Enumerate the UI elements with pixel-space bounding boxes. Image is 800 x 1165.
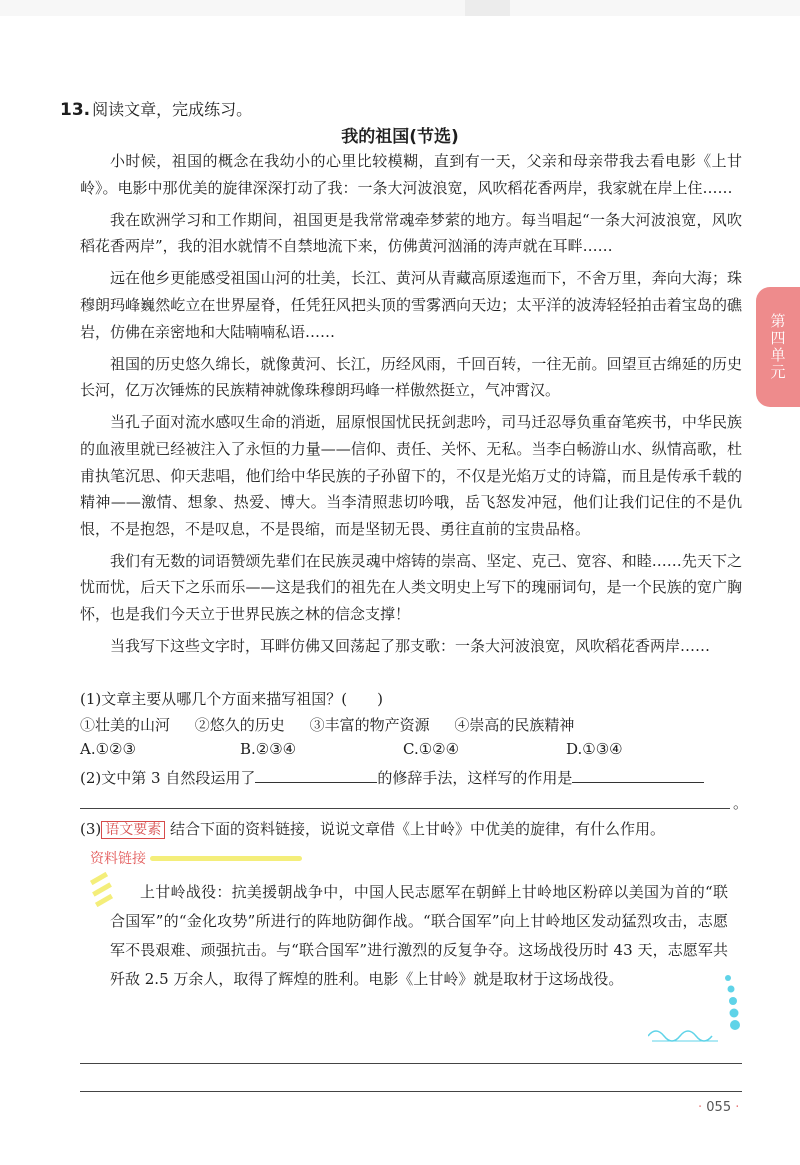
article-paragraph-6: 我们有无数的词语赞颂先辈们在民族灵魂中熔铸的崇高、坚定、克己、宽容、和睦……先天下之忧而忧，后天下之乐而乐——这是我们的祖先在人类文明史上写下的瑰丽词句，是一个民族的宽广胸怀，也是我们今天立于世界民族之林的信念支撑！ [80,551,742,623]
page-dot-icon: · [698,1100,703,1115]
article-paragraph-1: 小时候，祖国的概念在我幼小的心里比较模糊，直到有一天，父亲和母亲带我去看电影《上甘岭》。电影中那优美的旋律深深打动了我：一条大河波浪宽，风吹稻花香两岸，我家就在岸上住…… [80,152,742,197]
decor-dots-icon [718,972,748,1032]
article-paragraph-4: 祖国的历史悠久绵长，就像黄河、长江，历经风雨，千回百转，一往无前。回望亘古绵延的历史长河，亿万次锤炼的民族精神就像珠穆朗玛峰一样傲然挺立，气冲霄汉。 [80,354,742,400]
q2-answer-blank-2[interactable] [572,766,704,783]
unit-side-tab [756,287,800,407]
article-title: 我的祖国(节选) [341,127,459,147]
q1-option-1: ①壮美的山河 [80,716,171,734]
q1-choice-c[interactable]: C.①②④ [403,740,460,758]
q1-prompt: (1)文章主要从哪几个方面来描写祖国？( ) [80,690,383,708]
q1-choice-d[interactable]: D.①③④ [566,740,623,758]
q3-prefix: (3) [80,820,102,838]
unit-side-tab-label: 第四单元 [768,313,787,381]
page-number [698,1100,739,1115]
q2-text-part1: (2)文中第 3 自然段运用了 [80,769,256,787]
top-margin-bar [0,0,800,16]
q3-badge: 语文要素 [101,821,165,839]
q1-options [80,714,594,735]
q3-prompt [80,818,665,839]
article-body [80,148,742,665]
article-paragraph-5: 当孔子面对流水感叹生命的消逝，屈原恨国忧民抚剑悲吟，司马迁忍辱负重奋笔疾书，中华民族的血液里就已经被注入了永恒的力量——信仰、责任、关怀、无私。当李白畅游山水、纵情高歌，杜甫执笔沉思、仰天悲唱，他们给中华民族的子孙留下的，不仅是光焰万丈的诗篇，而且是传承千载的精神——激情、想象、热爱、博大。当李清照悲切吟哦，岳飞怒发冲冠，他们让我们记住的不是仇恨，不是抱怨，不是叹息，不是畏缩，而是坚韧无畏、勇往直前的宝贵品格。 [80,413,742,538]
q2-answer-blank-1[interactable] [255,766,377,783]
article-paragraph-2: 我在欧洲学习和工作期间，祖国更是我常常魂牵梦萦的地方。每当唱起“一条大河波浪宽，风吹稻花香两岸”，我的泪水就情不自禁地流下来，仿佛黄河汹涌的涛声就在耳畔…… [80,210,742,256]
page-number-text: 055 [706,1100,732,1115]
q1-option-4: ④崇高的民族精神 [454,716,575,734]
decor-wave-icon [648,1024,728,1044]
info-highlight-bar [150,856,302,861]
question-number: 13. [60,100,91,120]
q3-text: 结合下面的资料链接，说说文章借《上甘岭》中优美的旋律，有什么作用。 [170,820,666,838]
q2-text-part2: 的修辞手法，这样写的作用是 [377,769,573,787]
q3-answer-line-2[interactable] [80,1091,742,1092]
page-dot-icon: · [735,1100,740,1115]
question-header [60,97,252,120]
q1-option-3: ③丰富的物产资源 [309,716,430,734]
top-margin-gap [465,0,510,16]
info-link-text: 上甘岭战役：抗美援朝战争中，中国人民志愿军在朝鲜上甘岭地区粉碎以美国为首的“联合国军”的“金化攻势”所进行的阵地防御作战。“联合国军”向上甘岭地区发动猛烈攻击，志愿军不畏艰难、顽强抗击。与“联合国军”进行激烈的反复争夺。这场战役历时 43 天，志愿军共歼敌 2.5 万余人，取得了辉煌的胜利。电影《上甘岭》就是取材于这场战役。 [110,883,728,988]
q2-end-mark: 。 [733,794,749,812]
q1-choice-b[interactable]: B.②③④ [240,740,297,758]
question-instruction: 阅读文章，完成练习。 [92,100,253,119]
info-link-title: 资料链接 [90,851,146,867]
q1-choice-a[interactable]: A.①②③ [80,740,136,758]
q2-line [80,766,704,788]
article-paragraph-7: 当我写下这些文字时，耳畔仿佛又回荡起了那支歌：一条大河波浪宽，风吹稻花香两岸…… [110,637,711,656]
q3-answer-line-1[interactable] [80,1063,742,1064]
article-paragraph-3: 远在他乡更能感受祖国山河的壮美，长江、黄河从青藏高原逶迤而下，不舍万里，奔向大海；珠穆朗玛峰巍然屹立在世界屋脊，任凭狂风把头顶的雪雾洒向天边；太平洋的波涛轻轻拍击着宝岛的礁岩，仿佛在亲密地和大陆喃喃私语…… [80,269,742,341]
q1-option-2: ②悠久的历史 [194,716,285,734]
q2-answer-line[interactable] [80,808,730,809]
